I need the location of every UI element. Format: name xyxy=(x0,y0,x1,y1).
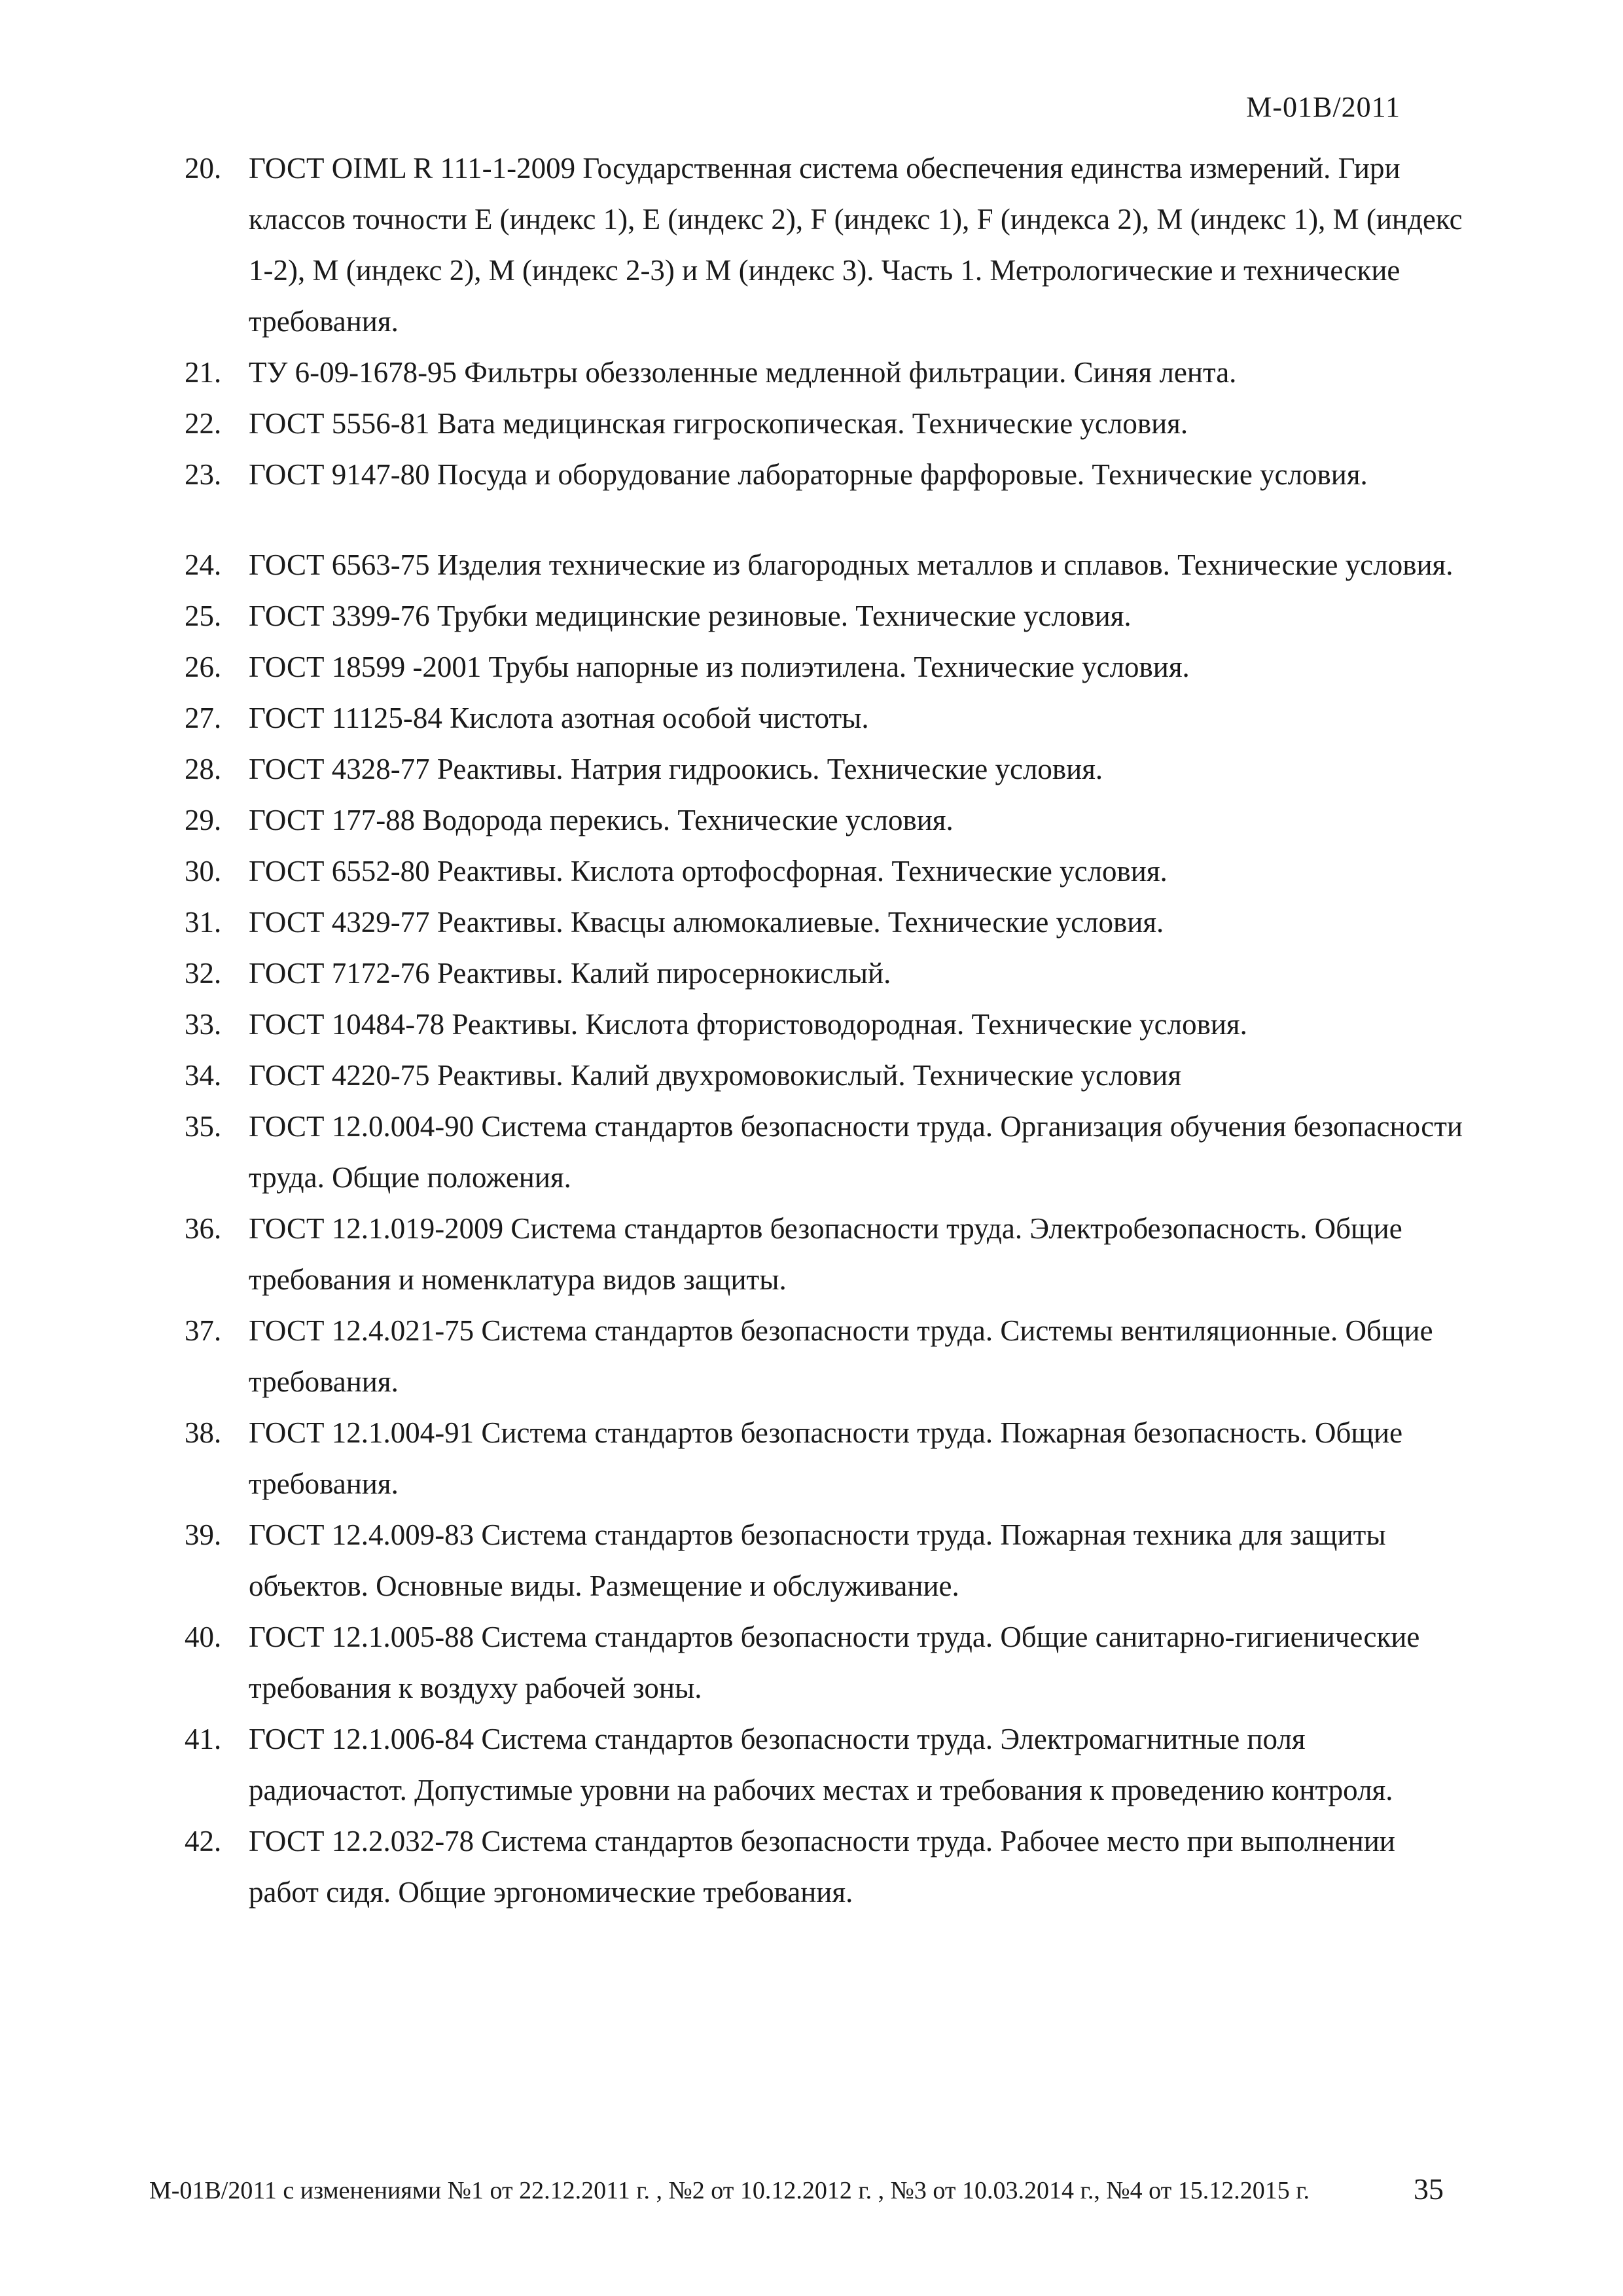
item-text: ГОСТ 18599 -2001 Трубы напорные из полиэтилена. Технические условия. xyxy=(249,651,1190,683)
item-number: 39. xyxy=(185,1518,222,1551)
item-text: ГОСТ 12.1.019-2009 Система стандартов безопасности труда. Электробезопасность. Общие требования и номенклатура видов защиты. xyxy=(249,1212,1402,1296)
list-item xyxy=(185,1611,1467,1713)
item-text: ГОСТ 9147-80 Посуда и оборудование лабораторные фарфоровые. Технические условия. xyxy=(249,458,1368,491)
list-item xyxy=(185,1407,1467,1509)
item-number: 22. xyxy=(185,407,222,440)
item-number: 27. xyxy=(185,702,222,734)
list-item xyxy=(185,590,1467,641)
item-text: ГОСТ 4329-77 Реактивы. Квасцы алюмокалиевые. Технические условия. xyxy=(249,906,1164,939)
item-text: ГОСТ 12.1.006-84 Система стандартов безопасности труда. Электромагнитные поля радиочастот. Допустимые уровни на рабочих местах и требования к проведению контроля. xyxy=(249,1723,1393,1806)
list-item xyxy=(185,1713,1467,1816)
item-number: 37. xyxy=(185,1314,222,1347)
item-text: ГОСТ 12.4.009-83 Система стандартов безопасности труда. Пожарная техника для защиты объектов. Основные виды. Размещение и обслуживание. xyxy=(249,1518,1386,1602)
item-number: 38. xyxy=(185,1416,222,1449)
item-number: 34. xyxy=(185,1059,222,1092)
list-item xyxy=(185,846,1467,897)
reference-list xyxy=(185,143,1467,1918)
list-item xyxy=(185,449,1467,500)
item-number: 26. xyxy=(185,651,222,683)
list-item xyxy=(185,1509,1467,1611)
list-item xyxy=(185,398,1467,449)
item-number: 42. xyxy=(185,1825,222,1857)
item-number: 29. xyxy=(185,804,222,836)
page-number: 35 xyxy=(1414,2172,1444,2206)
item-text: ГОСТ 5556-81 Вата медицинская гигроскопическая. Технические условия. xyxy=(249,407,1188,440)
item-number: 28. xyxy=(185,753,222,785)
item-number: 20. xyxy=(185,152,222,185)
item-text: ГОСТ 11125-84 Кислота азотная особой чистоты. xyxy=(249,702,869,734)
list-item xyxy=(185,948,1467,999)
item-text: ГОСТ 177-88 Водорода перекись. Технические условия. xyxy=(249,804,954,836)
list-item xyxy=(185,1101,1467,1203)
item-text: ГОСТ 6563-75 Изделия технические из благородных металлов и сплавов. Технические условия. xyxy=(249,548,1454,581)
list-item xyxy=(185,795,1467,846)
list-item xyxy=(185,1816,1467,1918)
item-number: 30. xyxy=(185,855,222,888)
document-code: М-01В/2011 xyxy=(1246,91,1400,123)
item-text: ГОСТ OIML R 111-1-2009 Государственная система обеспечения единства измерений. Гири классов точности E (индекс 1), E (индекс 2), F (индекс 1), F (индекса 2), M (индекс 1), M (индекс 1-2), M (индекс 2), M (индекс 2-3) и M (индекс 3). Часть 1. Метрологические и технические требования. xyxy=(249,152,1463,338)
item-number: 31. xyxy=(185,906,222,939)
item-text: ГОСТ 3399-76 Трубки медицинские резиновые. Технические условия. xyxy=(249,600,1132,632)
list-item xyxy=(185,347,1467,398)
item-text: ГОСТ 12.2.032-78 Система стандартов безопасности труда. Рабочее место при выполнении работ сидя. Общие эргономические требования. xyxy=(249,1825,1395,1909)
list-item xyxy=(185,692,1467,744)
item-text: ГОСТ 12.1.005-88 Система стандартов безопасности труда. Общие санитарно-гигиенические требования к воздуху рабочей зоны. xyxy=(249,1621,1420,1704)
item-text: ГОСТ 4220-75 Реактивы. Калий двухромовокислый. Технические условия xyxy=(249,1059,1182,1092)
item-text: ГОСТ 12.1.004-91 Система стандартов безопасности труда. Пожарная безопасность. Общие требования. xyxy=(249,1416,1403,1500)
list-item xyxy=(185,143,1467,347)
list-item xyxy=(185,897,1467,948)
item-number: 41. xyxy=(185,1723,222,1755)
item-number: 24. xyxy=(185,548,222,581)
item-text: ГОСТ 12.4.021-75 Система стандартов безопасности труда. Системы вентиляционные. Общие требования. xyxy=(249,1314,1433,1398)
item-text: ТУ 6-09-1678-95 Фильтры обеззоленные медленной фильтрации. Синяя лента. xyxy=(249,356,1237,389)
list-item xyxy=(185,744,1467,795)
list-item xyxy=(185,999,1467,1050)
item-text: ГОСТ 12.0.004-90 Система стандартов безопасности труда. Организация обучения безопасности труда. Общие положения. xyxy=(249,1110,1463,1194)
item-number: 21. xyxy=(185,356,222,389)
item-number: 25. xyxy=(185,600,222,632)
item-text: ГОСТ 6552-80 Реактивы. Кислота ортофосфорная. Технические условия. xyxy=(249,855,1168,888)
list-item xyxy=(185,1050,1467,1101)
item-number: 33. xyxy=(185,1008,222,1041)
list-item xyxy=(185,539,1467,590)
item-number: 32. xyxy=(185,957,222,990)
item-text: ГОСТ 4328-77 Реактивы. Натрия гидроокись. Технические условия. xyxy=(249,753,1103,785)
list-item xyxy=(185,1203,1467,1305)
item-text: ГОСТ 7172-76 Реактивы. Калий пиросернокислый. xyxy=(249,957,891,990)
list-item xyxy=(185,641,1467,692)
footer-revision-note: М-01В/2011 с изменениями №1 от 22.12.2011 г. , №2 от 10.12.2012 г. , №3 от 10.03.2014 г., №4 от 15.12.2015 г. xyxy=(149,2177,1310,2204)
list-item xyxy=(185,1305,1467,1407)
item-number: 35. xyxy=(185,1110,222,1143)
item-number: 40. xyxy=(185,1621,222,1653)
item-text: ГОСТ 10484-78 Реактивы. Кислота фтористоводородная. Технические условия. xyxy=(249,1008,1247,1041)
item-number: 23. xyxy=(185,458,222,491)
item-number: 36. xyxy=(185,1212,222,1245)
